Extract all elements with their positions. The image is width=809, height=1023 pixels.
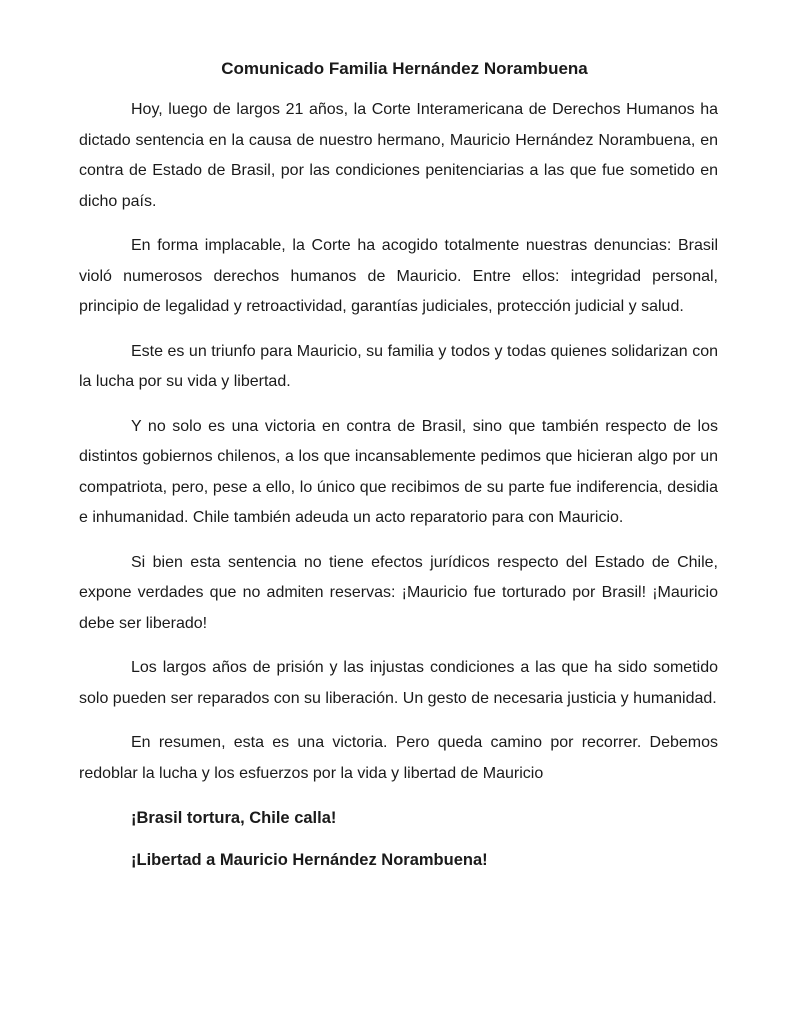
slogan-brasil-tortura: ¡Brasil tortura, Chile calla!	[131, 809, 337, 827]
slogan-libertad: ¡Libertad a Mauricio Hernández Norambuena!	[131, 851, 488, 869]
document-title: Comunicado Familia Hernández Norambuena	[221, 59, 588, 78]
paragraph-gobiernos-chilenos: Y no solo es una victoria en contra de Brasil, sino que también respecto de los distintos gobiernos chilenos, a los que incansablemente pedimos que hicieran algo por un compatriota, pero, pese a ello, lo único que recibimos de su parte fue indiferencia, desidia e inhumanidad. Chile también adeuda un acto reparatorio para con Mauricio.	[79, 417, 718, 526]
paragraph-verdades: Si bien esta sentencia no tiene efectos jurídicos respecto del Estado de Chile, expone verdades que no admiten reservas: ¡Mauricio fue torturado por Brasil! ¡Mauricio debe ser liberado!	[79, 553, 718, 632]
paragraph-sentencia: Hoy, luego de largos 21 años, la Corte Interamericana de Derechos Humanos ha dictado sentencia en la causa de nuestro hermano, Mauricio Hernández Norambuena, en contra de Estado de Brasil, por las condiciones penitenciarias a las que fue sometido en dicho país.	[79, 101, 718, 210]
document-body	[79, 95, 718, 887]
paragraph-triunfo: Este es un triunfo para Mauricio, su familia y todos y todas quienes solidarizan con la lucha por su vida y libertad.	[79, 342, 718, 390]
paragraph-prision: Los largos años de prisión y las injustas condiciones a las que ha sido sometido solo pueden ser reparados con su liberación. Un gesto de necesaria justicia y humanidad.	[79, 659, 718, 707]
paragraph-denuncias: En forma implacable, la Corte ha acogido totalmente nuestras denuncias: Brasil violó numerosos derechos humanos de Mauricio. Entre ellos: integridad personal, principio de legalidad y retroactividad, garantías judiciales, protección judicial y salud.	[79, 237, 718, 315]
paragraph-resumen: En resumen, esta es una victoria. Pero queda camino por recorrer. Debemos redoblar la lucha y los esfuerzos por la vida y libertad de Mauricio	[79, 734, 718, 782]
